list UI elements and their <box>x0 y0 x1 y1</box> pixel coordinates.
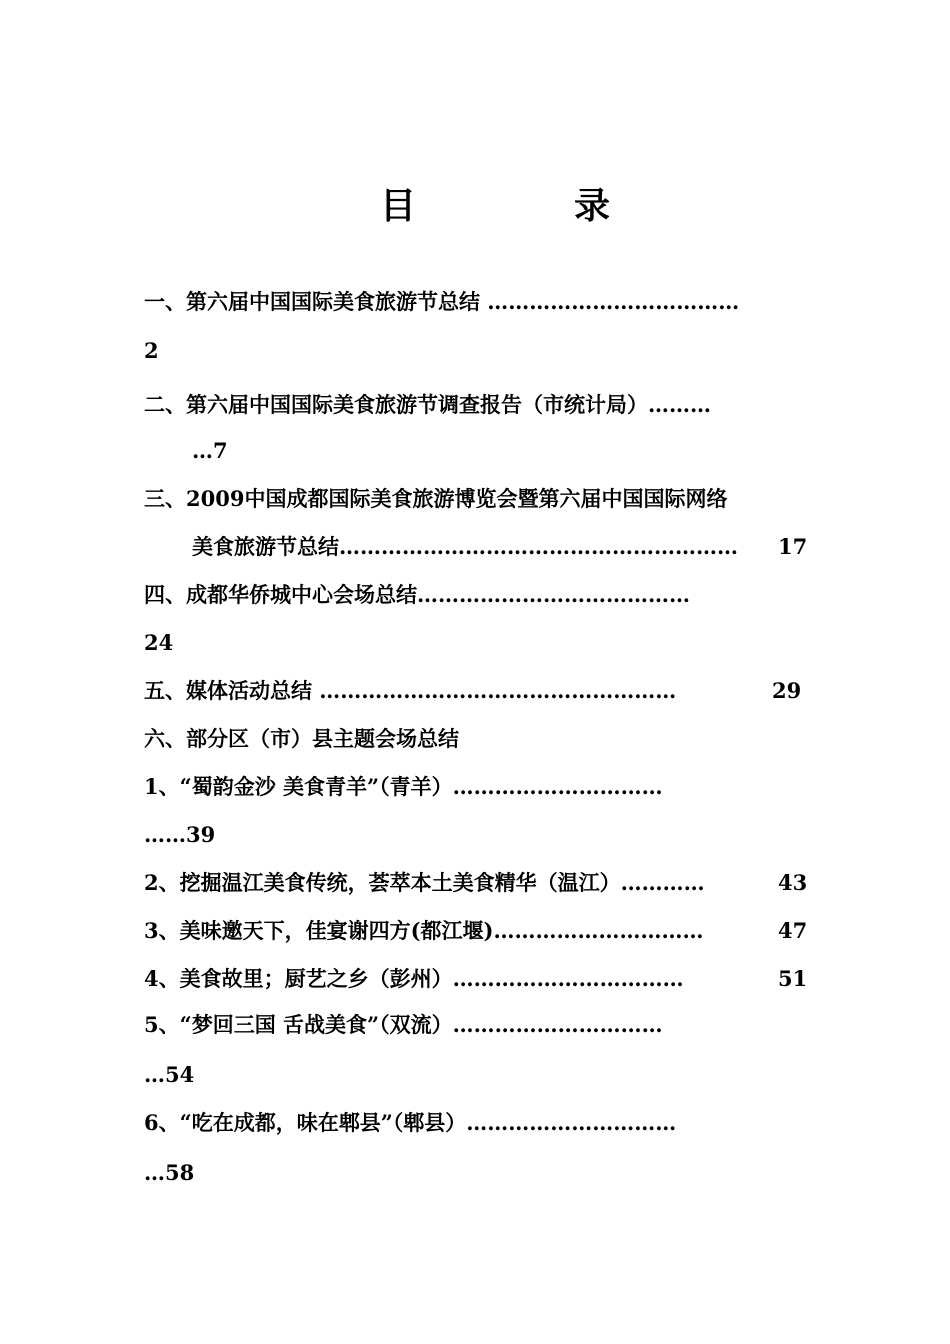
toc-sub-4-page: 51 <box>778 966 808 991</box>
toc-sub-2-text[interactable]: 2、挖掘温江美食传统，荟萃本土美食精华（温江）………… <box>144 870 705 895</box>
toc-sub-3-page: 47 <box>778 918 808 943</box>
toc-entry-5-page: 29 <box>772 678 802 703</box>
toc-sub-3-text[interactable]: 3、美味邀天下，佳宴谢四方(都江堰)………………………… <box>144 918 704 943</box>
title-char-1: 目 <box>380 185 417 227</box>
toc-sub-1-text[interactable]: 1、“蜀韵金沙 美食青羊”（青羊）………………………… <box>144 774 663 799</box>
toc-entry-1-page: 2 <box>144 338 159 363</box>
toc-sub-6-text[interactable]: 6、“吃在成都，味在郫县”（郫县）………………………… <box>144 1110 677 1135</box>
toc-sub-5-page: …54 <box>144 1062 195 1087</box>
toc-sub-5-text[interactable]: 5、“梦回三国 舌战美食”（双流）………………………… <box>144 1012 663 1037</box>
title-char-2: 录 <box>574 185 611 227</box>
toc-sub-2-page: 43 <box>778 870 808 895</box>
toc-entry-6-text[interactable]: 六、部分区（市）县主题会场总结 <box>144 726 459 751</box>
toc-entry-2-page: …7 <box>192 438 228 463</box>
toc-sub-1-page: ……39 <box>144 822 216 847</box>
toc-entry-4-page: 24 <box>144 630 174 655</box>
toc-entry-1-text[interactable]: 一、第六届中国国际美食旅游节总结 ……………………………… <box>144 289 740 314</box>
toc-entry-3-text-cont[interactable]: 美食旅游节总结………………………………………………… <box>192 534 738 559</box>
toc-entry-4-text[interactable]: 四、成都华侨城中心会场总结………………………………… <box>144 582 690 607</box>
toc-sub-4-text[interactable]: 4、美食故里；厨艺之乡（彭州）…………………………… <box>144 966 684 991</box>
toc-entry-5-text[interactable]: 五、媒体活动总结 …………………………………………… <box>144 678 677 703</box>
toc-sub-6-page: …58 <box>144 1160 195 1185</box>
toc-entry-3-text[interactable]: 三、2009中国成都国际美食旅游博览会暨第六届中国国际网络 <box>144 486 728 511</box>
toc-entry-2-text[interactable]: 二、第六届中国国际美食旅游节调查报告（市统计局）……… <box>144 392 711 417</box>
toc-entry-3-page: 17 <box>778 534 808 559</box>
